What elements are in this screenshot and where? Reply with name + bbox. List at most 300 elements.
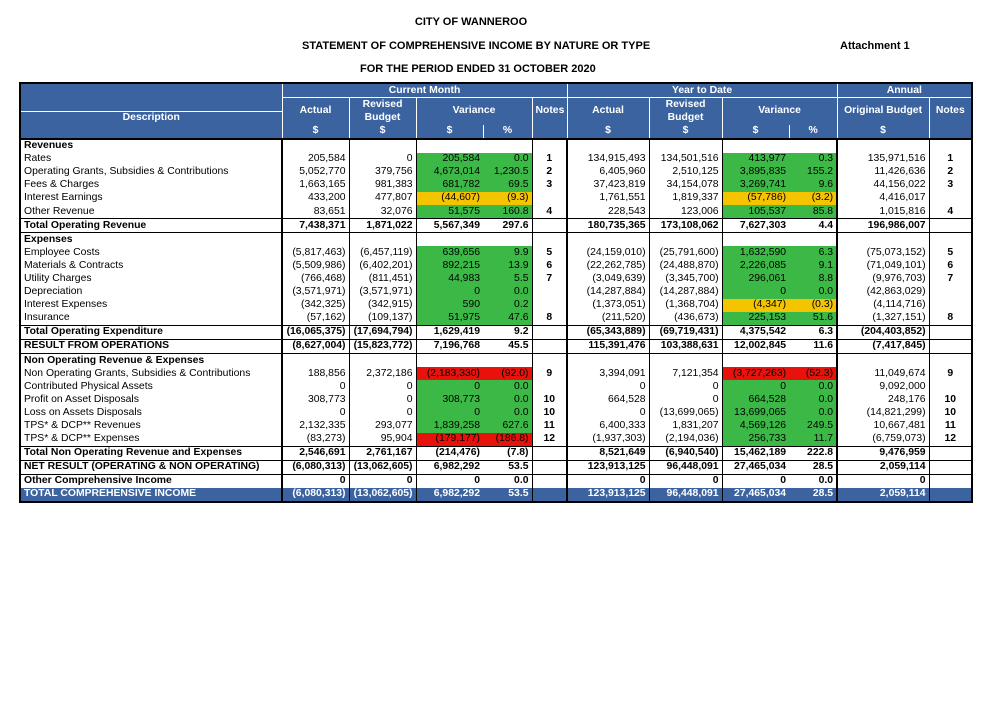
table-row <box>21 419 971 432</box>
cm-variance-amount: 51,575 <box>416 205 483 219</box>
ytd-variance-percent: 9.6 <box>789 179 837 192</box>
empty-cell <box>282 233 349 247</box>
row-label: Fees & Charges <box>24 179 100 191</box>
cm-variance-percent: 69.5 <box>483 179 532 192</box>
annual-note: 11 <box>929 419 971 432</box>
row-label: Other Comprehensive Income <box>21 474 282 488</box>
cm-revised-budget: (13,062,605) <box>349 460 416 474</box>
original-budget: 44,156,022 <box>837 179 929 192</box>
unit-blank <box>532 125 567 139</box>
ytd-revised-budget: 1,831,207 <box>649 419 722 432</box>
ytd-variance-percent: 51.6 <box>789 312 837 326</box>
ytd-variance-amount: 12,002,845 <box>722 339 789 353</box>
ytd-revised-budget: 103,388,631 <box>649 339 722 353</box>
ytd-revised-budget: 96,448,091 <box>649 488 722 501</box>
ytd-variance-percent: 6.3 <box>789 325 837 339</box>
annual-note: 12 <box>929 433 971 447</box>
section-header-row <box>21 139 971 153</box>
cm-note: 7 <box>532 272 567 285</box>
annual-note <box>929 446 971 460</box>
original-budget: 9,092,000 <box>837 380 929 393</box>
table-row <box>21 312 971 326</box>
original-budget: 196,986,007 <box>837 219 929 233</box>
cm-actual: 2,132,335 <box>282 419 349 432</box>
unit-percent: % <box>483 125 532 139</box>
ytd-revised-budget: 0 <box>649 380 722 393</box>
ytd-revised-budget: (6,940,540) <box>649 446 722 460</box>
original-budget: 10,667,481 <box>837 419 929 432</box>
row-label: Interest Expenses <box>24 299 108 311</box>
row-label: Total Operating Revenue <box>21 219 282 233</box>
income-statement-table <box>21 84 971 501</box>
cm-variance-percent: 1,230.5 <box>483 166 532 179</box>
ytd-variance-amount: 27,465,034 <box>722 460 789 474</box>
cm-variance-amount: 590 <box>416 299 483 312</box>
ytd-revised-budget: (69,719,431) <box>649 325 722 339</box>
total-row <box>21 325 971 339</box>
cm-variance-amount: 4,673,014 <box>416 166 483 179</box>
row-label: Materials & Contracts <box>24 259 124 271</box>
cm-variance-amount: 308,773 <box>416 393 483 406</box>
ytd-actual: 180,735,365 <box>567 219 649 233</box>
ytd-variance-amount: 4,569,126 <box>722 419 789 432</box>
cm-variance-percent: 0.0 <box>483 393 532 406</box>
cm-revised-budget: 2,372,186 <box>349 367 416 380</box>
cm-note: 9 <box>532 367 567 380</box>
cm-actual: (3,571,971) <box>282 286 349 299</box>
cm-revised-budget: 0 <box>349 393 416 406</box>
annual-note: 8 <box>929 312 971 326</box>
cm-variance-percent: 53.5 <box>483 488 532 501</box>
cm-note: 5 <box>532 246 567 259</box>
ytd-actual: (1,937,303) <box>567 433 649 447</box>
ytd-actual: (211,520) <box>567 312 649 326</box>
table-row <box>21 406 971 419</box>
ytd-variance-percent: 0.0 <box>789 406 837 419</box>
ytd-variance-percent: (52.3) <box>789 367 837 380</box>
total-row <box>21 219 971 233</box>
cm-variance-percent: 45.5 <box>483 339 532 353</box>
row-label: Rates <box>24 153 52 165</box>
empty-cell <box>349 139 416 153</box>
ytd-variance-amount: 225,153 <box>722 312 789 326</box>
cm-note: 8 <box>532 312 567 326</box>
ytd-variance-percent: 0.3 <box>789 153 837 166</box>
row-label: Employee Costs <box>24 246 100 258</box>
empty-cell <box>837 139 929 153</box>
ytd-actual: 6,400,333 <box>567 419 649 432</box>
ytd-variance-amount: (57,786) <box>722 192 789 205</box>
original-budget: 4,416,017 <box>837 192 929 205</box>
cm-revised-budget: 95,904 <box>349 433 416 447</box>
empty-cell <box>416 354 483 368</box>
empty-cell <box>532 354 567 368</box>
ytd-revised-budget: (3,345,700) <box>649 272 722 285</box>
cm-revised-budget: (109,137) <box>349 312 416 326</box>
cm-note: 11 <box>532 419 567 432</box>
cm-variance-percent: (186.8) <box>483 433 532 447</box>
ytd-variance-percent: 11.6 <box>789 339 837 353</box>
table-body <box>21 139 971 502</box>
table-row <box>21 393 971 406</box>
cm-note: 10 <box>532 393 567 406</box>
original-budget: 2,059,114 <box>837 488 929 501</box>
unit-percent: % <box>789 125 837 139</box>
empty-cell <box>416 233 483 247</box>
ytd-actual: 228,543 <box>567 205 649 219</box>
ytd-revised-budget: 7,121,354 <box>649 367 722 380</box>
row-label: Total Operating Expenditure <box>21 325 282 339</box>
cm-actual: (8,627,004) <box>282 339 349 353</box>
original-budget: (9,976,703) <box>837 272 929 285</box>
row-label: Contributed Physical Assets <box>24 380 153 392</box>
ytd-variance-amount: 296,061 <box>722 272 789 285</box>
ytd-variance-amount: 4,375,542 <box>722 325 789 339</box>
ytd-variance-percent: (3.2) <box>789 192 837 205</box>
annual-note <box>929 192 971 205</box>
row-label: TPS* & DCP** Revenues <box>24 420 141 432</box>
row-label: Non Operating Revenue & Expenses <box>21 354 282 368</box>
ytd-actual: 123,913,125 <box>567 460 649 474</box>
ytd-revised-budget: 0 <box>649 393 722 406</box>
original-budget: 1,015,816 <box>837 205 929 219</box>
row-label: Utility Charges <box>24 272 92 284</box>
cm-actual: 5,052,770 <box>282 166 349 179</box>
ytd-variance-amount: 0 <box>722 380 789 393</box>
cm-actual: (5,817,463) <box>282 246 349 259</box>
report-subtitle: STATEMENT OF COMPREHENSIVE INCOME BY NATURE OR TYPE <box>302 40 651 52</box>
ytd-variance-amount: 0 <box>722 474 789 488</box>
annual-note <box>929 460 971 474</box>
cm-actual: (16,065,375) <box>282 325 349 339</box>
empty-cell <box>649 139 722 153</box>
empty-cell <box>567 233 649 247</box>
col-group-annual: Annual <box>837 84 971 98</box>
cm-variance-amount: 7,196,768 <box>416 339 483 353</box>
cm-actual: 83,651 <box>282 205 349 219</box>
cm-note <box>532 488 567 501</box>
cm-variance-amount: 0 <box>416 286 483 299</box>
ytd-variance-percent: 28.5 <box>789 460 837 474</box>
total-row <box>21 446 971 460</box>
ytd-variance-percent: 0.0 <box>789 393 837 406</box>
cm-variance-amount: 6,982,292 <box>416 460 483 474</box>
table-row <box>21 259 971 272</box>
cm-revised-budget: (13,062,605) <box>349 488 416 501</box>
table-row <box>21 380 971 393</box>
ytd-variance-percent: 0.0 <box>789 286 837 299</box>
original-budget: 11,049,674 <box>837 367 929 380</box>
ytd-revised-budget: (1,368,704) <box>649 299 722 312</box>
cm-note: 2 <box>532 166 567 179</box>
annual-note: 9 <box>929 367 971 380</box>
ytd-actual: (65,343,889) <box>567 325 649 339</box>
unit-dollar: $ <box>349 125 416 139</box>
cm-actual: (83,273) <box>282 433 349 447</box>
table-row <box>21 179 971 192</box>
cm-variance-amount: 5,567,349 <box>416 219 483 233</box>
report-title: CITY OF WANNEROO <box>414 16 528 28</box>
unit-dollar: $ <box>567 125 649 139</box>
ytd-revised-budget: 123,006 <box>649 205 722 219</box>
cm-note <box>532 219 567 233</box>
ytd-variance-amount: 664,528 <box>722 393 789 406</box>
cm-note: 4 <box>532 205 567 219</box>
cm-variance-amount: 51,975 <box>416 312 483 326</box>
ytd-revised-budget: (436,673) <box>649 312 722 326</box>
cm-actual: 7,438,371 <box>282 219 349 233</box>
cm-note <box>532 380 567 393</box>
cm-actual: (6,080,313) <box>282 460 349 474</box>
annual-note: 7 <box>929 272 971 285</box>
cm-note <box>532 339 567 353</box>
ytd-actual: 664,528 <box>567 393 649 406</box>
table-row <box>21 205 971 219</box>
row-label: Expenses <box>21 233 282 247</box>
row-label: Other Revenue <box>24 205 95 217</box>
original-budget: (42,863,029) <box>837 286 929 299</box>
ytd-variance-percent: 155.2 <box>789 166 837 179</box>
cm-variance-percent: 9.9 <box>483 246 532 259</box>
attachment-label: Attachment 1 <box>840 40 910 52</box>
empty-cell <box>282 354 349 368</box>
cm-variance-percent: 0.0 <box>483 406 532 419</box>
col-group-year-to-date: Year to Date <box>567 84 837 98</box>
cm-note: 12 <box>532 433 567 447</box>
cm-actual: 2,546,691 <box>282 446 349 460</box>
ytd-revised-budget: (25,791,600) <box>649 246 722 259</box>
empty-cell <box>567 139 649 153</box>
ytd-variance-percent: 0.0 <box>789 380 837 393</box>
cm-revised-budget: 2,761,167 <box>349 446 416 460</box>
cm-note <box>532 192 567 205</box>
cm-variance-percent: 9.2 <box>483 325 532 339</box>
ytd-variance-percent: (0.3) <box>789 299 837 312</box>
col-cm-revised: Revised <box>349 98 416 112</box>
cm-note <box>532 446 567 460</box>
empty-cell <box>483 139 532 153</box>
annual-note: 6 <box>929 259 971 272</box>
ytd-revised-budget: 96,448,091 <box>649 460 722 474</box>
empty-cell <box>649 233 722 247</box>
empty-cell <box>929 354 971 368</box>
annual-note: 1 <box>929 153 971 166</box>
empty-cell <box>722 139 789 153</box>
ytd-variance-percent: 85.8 <box>789 205 837 219</box>
cm-variance-amount: 0 <box>416 474 483 488</box>
ytd-revised-budget: 173,108,062 <box>649 219 722 233</box>
cm-actual: 0 <box>282 474 349 488</box>
ytd-revised-budget: 0 <box>649 474 722 488</box>
cm-actual: (5,509,986) <box>282 259 349 272</box>
ytd-revised-budget: 2,510,125 <box>649 166 722 179</box>
ytd-revised-budget: (2,194,036) <box>649 433 722 447</box>
ytd-actual: (24,159,010) <box>567 246 649 259</box>
ytd-actual: (3,049,639) <box>567 272 649 285</box>
row-label: Depreciation <box>24 286 83 298</box>
annual-note <box>929 219 971 233</box>
ytd-revised-budget: 1,819,337 <box>649 192 722 205</box>
cm-variance-amount: 681,782 <box>416 179 483 192</box>
original-budget: (71,049,101) <box>837 259 929 272</box>
cm-revised-budget: (15,823,772) <box>349 339 416 353</box>
cm-note <box>532 299 567 312</box>
ytd-actual: 115,391,476 <box>567 339 649 353</box>
annual-note: 10 <box>929 393 971 406</box>
original-budget: 135,971,516 <box>837 153 929 166</box>
cm-note: 6 <box>532 259 567 272</box>
cm-variance-amount: (2,183,330) <box>416 367 483 380</box>
report-period: FOR THE PERIOD ENDED 31 OCTOBER 2020 <box>360 63 596 75</box>
ytd-variance-percent: 6.3 <box>789 246 837 259</box>
row-label: Interest Earnings <box>24 192 103 204</box>
table-row <box>21 166 971 179</box>
cm-actual: (766,468) <box>282 272 349 285</box>
col-ytd-budget: Budget <box>649 111 722 125</box>
ytd-actual: 37,423,819 <box>567 179 649 192</box>
original-budget: (204,403,852) <box>837 325 929 339</box>
ytd-actual: (22,262,785) <box>567 259 649 272</box>
ytd-revised-budget: 34,154,078 <box>649 179 722 192</box>
table-row <box>21 367 971 380</box>
cm-revised-budget: 0 <box>349 380 416 393</box>
row-label: TPS* & DCP** Expenses <box>24 433 140 445</box>
empty-cell <box>722 354 789 368</box>
ytd-revised-budget: 134,501,516 <box>649 153 722 166</box>
cm-revised-budget: 32,076 <box>349 205 416 219</box>
col-ytd-variance: Variance <box>722 98 837 125</box>
cm-note: 3 <box>532 179 567 192</box>
cm-variance-percent: 47.6 <box>483 312 532 326</box>
col-group-current-month: Current Month <box>282 84 567 98</box>
ytd-variance-amount: 105,537 <box>722 205 789 219</box>
cm-revised-budget: (811,451) <box>349 272 416 285</box>
ytd-actual: 3,394,091 <box>567 367 649 380</box>
ytd-actual: 0 <box>567 474 649 488</box>
unit-blank <box>21 125 282 139</box>
cm-variance-percent: 53.5 <box>483 460 532 474</box>
cm-variance-amount: 1,839,258 <box>416 419 483 432</box>
empty-cell <box>649 354 722 368</box>
original-budget: (14,821,299) <box>837 406 929 419</box>
cm-revised-budget: 0 <box>349 406 416 419</box>
ytd-variance-percent: 8.8 <box>789 272 837 285</box>
cm-variance-amount: 44,983 <box>416 272 483 285</box>
original-budget: (1,327,151) <box>837 312 929 326</box>
section-header-row <box>21 354 971 368</box>
cm-revised-budget: 293,077 <box>349 419 416 432</box>
table-row <box>21 286 971 299</box>
cm-variance-amount: 0 <box>416 380 483 393</box>
total-row <box>21 339 971 353</box>
ytd-actual: 8,521,649 <box>567 446 649 460</box>
unit-dollar: $ <box>837 125 929 139</box>
cm-actual: (6,080,313) <box>282 488 349 501</box>
cm-variance-percent: 5.5 <box>483 272 532 285</box>
row-label: Total Non Operating Revenue and Expenses <box>21 446 282 460</box>
row-label: NET RESULT (OPERATING & NON OPERATING) <box>21 460 282 474</box>
unit-dollar: $ <box>649 125 722 139</box>
empty-cell <box>349 354 416 368</box>
cm-actual: 0 <box>282 406 349 419</box>
ytd-variance-percent: 11.7 <box>789 433 837 447</box>
annual-note: 3 <box>929 179 971 192</box>
row-label: Revenues <box>24 140 74 152</box>
empty-cell <box>532 139 567 153</box>
cm-revised-budget: (6,457,119) <box>349 246 416 259</box>
ytd-variance-amount: 13,699,065 <box>722 406 789 419</box>
table-row <box>21 192 971 205</box>
table-row <box>21 433 971 447</box>
cm-note <box>532 474 567 488</box>
cm-actual: 308,773 <box>282 393 349 406</box>
original-budget: (4,114,716) <box>837 299 929 312</box>
ytd-variance-percent: 0.0 <box>789 474 837 488</box>
row-label: Operating Grants, Subsidies & Contributions <box>24 166 229 178</box>
cm-variance-percent: 297.6 <box>483 219 532 233</box>
row-label: Profit on Asset Disposals <box>24 393 139 405</box>
ytd-variance-percent: 9.1 <box>789 259 837 272</box>
ytd-revised-budget: (24,488,870) <box>649 259 722 272</box>
table-row <box>21 246 971 259</box>
original-budget: (7,417,845) <box>837 339 929 353</box>
empty-cell <box>567 354 649 368</box>
empty-cell <box>929 139 971 153</box>
ytd-actual: 0 <box>567 380 649 393</box>
empty-cell <box>789 233 837 247</box>
table-row <box>21 272 971 285</box>
cm-note <box>532 286 567 299</box>
ytd-variance-amount: 3,895,835 <box>722 166 789 179</box>
annual-note <box>929 488 971 501</box>
col-original-budget: Original Budget <box>837 98 929 125</box>
empty-cell <box>929 233 971 247</box>
ytd-variance-amount: 0 <box>722 286 789 299</box>
ytd-variance-amount: 413,977 <box>722 153 789 166</box>
cm-variance-percent: 160.8 <box>483 205 532 219</box>
annual-note <box>929 474 971 488</box>
cm-note: 10 <box>532 406 567 419</box>
original-budget: 9,476,959 <box>837 446 929 460</box>
cm-variance-amount: 1,629,419 <box>416 325 483 339</box>
ytd-variance-amount: 2,226,085 <box>722 259 789 272</box>
cm-variance-amount: 0 <box>416 406 483 419</box>
row-label: TOTAL COMPREHENSIVE INCOME <box>21 488 282 501</box>
cm-actual: 1,663,165 <box>282 179 349 192</box>
ytd-variance-percent: 222.8 <box>789 446 837 460</box>
cm-variance-amount: (179,177) <box>416 433 483 447</box>
cm-variance-percent: (92.0) <box>483 367 532 380</box>
cm-variance-percent: 0.0 <box>483 380 532 393</box>
cm-variance-amount: (214,476) <box>416 446 483 460</box>
empty-cell <box>282 139 349 153</box>
annual-note: 2 <box>929 166 971 179</box>
section-header-row <box>21 233 971 247</box>
ytd-actual: (1,373,051) <box>567 299 649 312</box>
cm-variance-percent: 13.9 <box>483 259 532 272</box>
annual-note: 5 <box>929 246 971 259</box>
cm-revised-budget: 0 <box>349 474 416 488</box>
cm-variance-percent: (9.3) <box>483 192 532 205</box>
unit-blank <box>929 125 971 139</box>
annual-note: 4 <box>929 205 971 219</box>
cm-variance-percent: 0.2 <box>483 299 532 312</box>
total-row <box>21 488 971 501</box>
col-ytd-actual: Actual <box>567 98 649 125</box>
cm-variance-amount: 205,584 <box>416 153 483 166</box>
ytd-variance-percent: 249.5 <box>789 419 837 432</box>
ytd-revised-budget: (14,287,884) <box>649 286 722 299</box>
